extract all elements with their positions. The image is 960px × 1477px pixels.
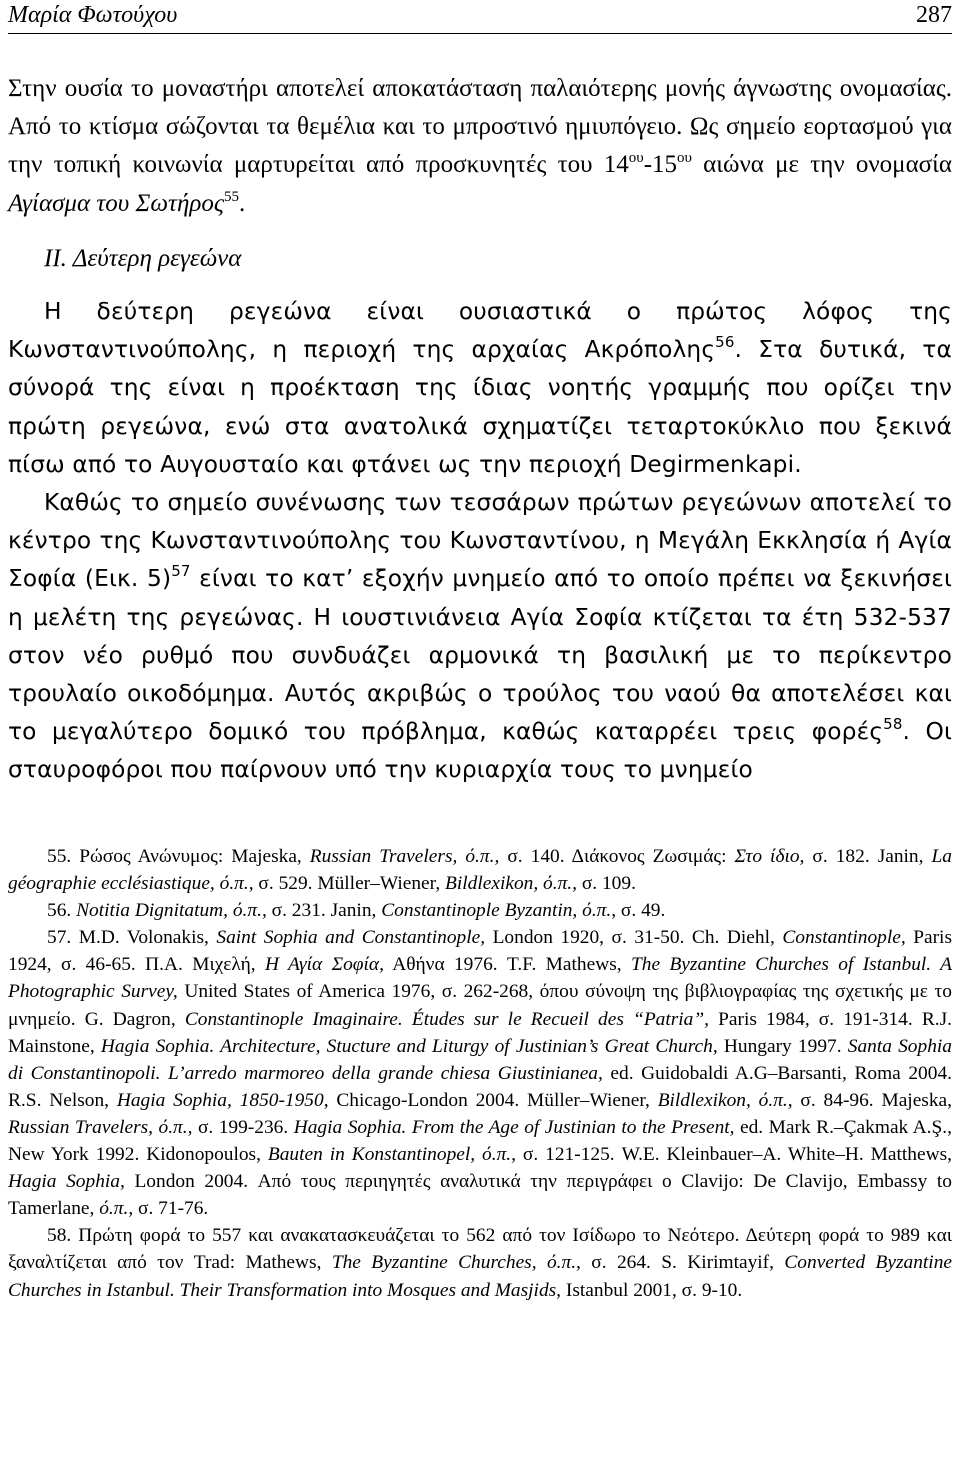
italic-citation: The Byzantine Churches of Istanbul. A Photographic Survey,: [8, 954, 952, 1003]
text-run: ed. Guidobaldi A.G–Barsanti, Roma 2004. R.S. Nelson,: [8, 1062, 952, 1111]
italic-citation: Hagia Sophia. From the Age of Justinian to the Present,: [293, 1116, 735, 1138]
italic-citation: La géographie ecclésiastique, ό.π.,: [8, 846, 952, 895]
text-run: .: [239, 189, 246, 217]
header-rule: [8, 33, 952, 34]
text-run: Paris 1984, σ. 191-314. R.J. Mainstone,: [8, 1008, 952, 1057]
italic-citation: Bildlexikon, ό.π.,: [657, 1089, 793, 1111]
italic-citation: Στο ίδιο,: [734, 846, 805, 867]
italic-citation: ό.π.,: [99, 1198, 134, 1220]
text-run: . Οι σταυροφόροι που παίρνουν υπό την κυριαρχία τους το μνημείο: [8, 718, 952, 784]
italic-citation: Bauten in Konstantinopel, ό.π.,: [267, 1144, 516, 1166]
footnote-ref-58: 58: [883, 715, 903, 734]
footnote-55: [8, 843, 952, 897]
footnote-ref-55: 55: [224, 188, 239, 205]
italic-citation: Hagia Sophia. Architecture, Stucture and Liturgy of Justinian’s Great Church,: [100, 1035, 718, 1057]
text-run: 58. Πρώτη φορά το 557 και ανακατασκευάζεται το 562 από τον Ισίδωρο το Νεότερο. Δεύτερη φορά το 989 και ξαναλτίζεται από τον Trad: Mathews,: [8, 1225, 952, 1274]
page-number: 287: [916, 2, 952, 28]
italic-citation: Hagia Sophia, 1850-1950,: [116, 1089, 329, 1111]
italic-citation: Santa Sophia di Constantinopoli. L’arredo marmoreo della grande chiesa Giustinianea,: [8, 1035, 952, 1084]
text-run: αιώνα με την ονομασία: [691, 151, 952, 179]
text-run: Chicago-London 2004. Müller–Wiener,: [328, 1089, 658, 1111]
section-heading-text: ΙΙ. Δεύτερη ρεγεώνα: [44, 244, 242, 272]
text-run: London 1920, σ. 31-50. Ch. Diehl,: [485, 927, 783, 949]
italic-citation: Bildlexikon, ό.π.,: [445, 873, 577, 895]
italic-citation: The Byzantine Churches, ό.π.,: [331, 1252, 581, 1274]
italic-citation: Constantinople Imaginaire. Études sur le Recueil des “Patria”,: [184, 1008, 710, 1030]
footnote-56: [8, 897, 952, 924]
text-run: Hungary 1997.: [717, 1035, 848, 1057]
text-run: είναι το κατ’ εξοχήν μνημείο από το οποίο πρέπει να ξεκινήσει η μελέτη της ρεγεώνας. Η ιουστινιάνεια Αγία Σοφία κτίζεται τα έτη 532-537 στον νέο ρυθμό που συνδυάζει αρμονικά τη βασιλική με το περίκεντρο τρουλαίο οικοδόμημα. Αυτός ακριβώς ο τρούλος του ναού θα αποτελέσει και το μεγαλύτερο δομικό του πρόβλημα, καθώς καταρρέει τρεις φορές: [8, 565, 952, 746]
text-run: σ. 84-96. Majeska,: [792, 1089, 952, 1111]
text-run: σ. 529. Müller–Wiener,: [253, 873, 446, 895]
text-run: σ. 49.: [616, 900, 666, 922]
italic-term: Αγίασμα του Σωτήρος: [8, 189, 224, 217]
footnote-57: [8, 924, 952, 1222]
paragraph-region-2: [8, 293, 952, 484]
text-run: 56.: [47, 900, 77, 922]
text-run: United States of America 1976, σ. 262-268, όπου σύνοψη της βιβλιογραφίας της σχετικής με το μνημείο. G. Dagron,: [8, 981, 952, 1030]
italic-citation: Russian Travelers, ό.π.,: [8, 1116, 193, 1138]
italic-citation: Η Αγία Σοφία,: [265, 954, 384, 976]
footnotes: [8, 843, 952, 1304]
intro-paragraph: [8, 70, 952, 223]
footnote-ref-56: 56: [715, 333, 735, 352]
text-run: σ. 231. Janin,: [266, 900, 382, 922]
text-run: Η δεύτερη ρεγεώνα είναι ουσιαστικά ο πρώτος λόφος της Κωνσταντινούπολης, η περιοχή της αρχαίας Ακρόπολης: [8, 298, 952, 364]
text-run: Paris 1924, σ. 46-65. Π.Α. Μιχελή,: [8, 927, 952, 976]
italic-citation: Saint Sophia and Constantinople,: [216, 927, 486, 949]
main-text: [8, 70, 952, 790]
text-run: 55. Ρώσος Ανώνυμος: Majeska,: [47, 846, 310, 867]
text-run: σ. 121-125. W.E. Kleinbauer–A. White–H. Matthews,: [516, 1144, 952, 1166]
text-run: Αθήνα 1976. T.F. Mathews,: [383, 954, 631, 976]
running-head-author: Μαρία Φωτούχου: [8, 2, 178, 28]
text-run: London 2004. Από τους περιηγητές αναλυτικά την περιγράφει ο Clavijo: De Clavijo, Embassy to Tamerlane,: [8, 1171, 952, 1220]
text-run: σ. 71-76.: [133, 1198, 209, 1220]
italic-citation: Hagia Sophia,: [8, 1171, 125, 1193]
paragraph-hagia-sophia: [8, 484, 952, 790]
text-run: σ. 109.: [576, 873, 636, 895]
italic-citation: Russian Travelers, ό.π.,: [309, 846, 500, 867]
text-run: Καθώς το σημείο συνένωσης των τεσσάρων πρώτων ρεγεώνων αποτελεί το κέντρο της Κωνσταντινούπολης του Κωνσταντίνου, η Μεγάλη Εκκλησία ή Αγία Σοφία (Εικ. 5): [8, 489, 952, 593]
superscript: ου: [677, 150, 692, 167]
text-run: σ. 264. S. Kirimtayif,: [580, 1252, 785, 1274]
italic-citation: Converted Byzantine Churches in Istanbul. Their Transformation into Mosques and Masjids,: [8, 1252, 952, 1301]
text-run: σ. 182. Janin,: [804, 846, 932, 867]
italic-citation: Constantinople,: [782, 927, 906, 949]
footnote-58: [8, 1222, 952, 1303]
text-run: Στην ουσία το μοναστήρι αποτελεί αποκατάσταση παλαιότερης μονής άγνωστης ονομασίας. Από το κτίσμα σώζονται τα θεμέλια και το μπροστινό ημιυπόγειο. Ως σημείο εορτασμού για την τοπική κοινωνία μαρτυρείται από προσκυνητές του 14: [8, 75, 952, 179]
italic-citation: Notitia Dignitatum, ό.π.,: [76, 900, 267, 922]
text-run: -15: [643, 151, 678, 179]
footnote-ref-57: 57: [171, 562, 191, 581]
text-run: σ. 140. Διάκονος Ζωσιμάς:: [499, 846, 735, 867]
text-run: 57. M.D. Volonakis,: [47, 927, 217, 949]
italic-citation: Constantinople Byzantin, ό.π.,: [381, 900, 617, 922]
text-run: . Στα δυτικά, τα σύνορά της είναι η προέκταση της ίδιας νοητής γραμμής που ορίζει την πρώτη ρεγεώνα, ενώ στα ανατολικά σχηματίζει τεταρτοκύκλιο που ξεκινά πίσω από το Αυγουσταίο και φτάνει ως την περιοχή Degirmenkapi.: [8, 336, 952, 478]
text-run: σ. 199-236.: [192, 1116, 294, 1138]
text-run: ed. Mark R.–Çakmak A.Ş., New York 1992. Kidonopoulos,: [8, 1116, 952, 1166]
running-header: [8, 0, 952, 34]
superscript: ου: [628, 150, 644, 167]
section-heading: [8, 240, 952, 278]
text-run: Istanbul 2001, σ. 9-10.: [561, 1279, 743, 1301]
